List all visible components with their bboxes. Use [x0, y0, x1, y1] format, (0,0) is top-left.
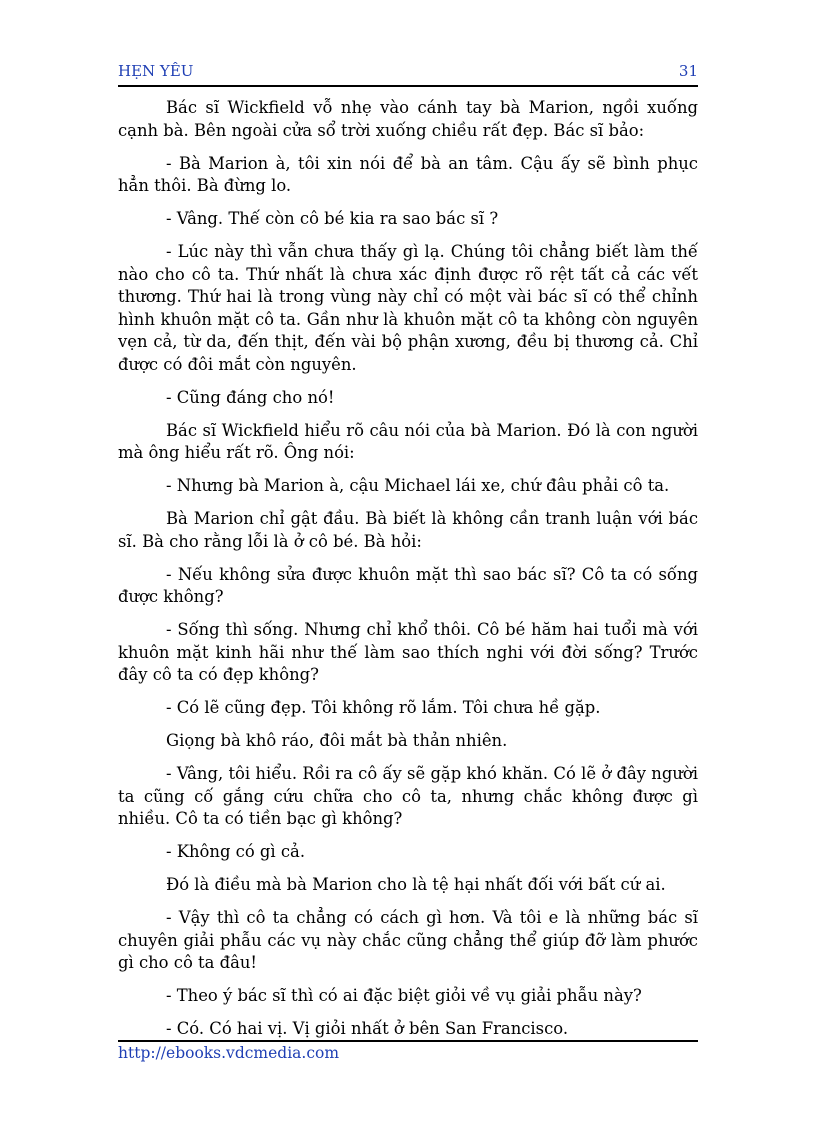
paragraph: - Vâng, tôi hiểu. Rồi ra cô ấy sẽ gặp khó khăn. Có lẽ ở đây người ta cũng cố gắng cứu chữa cho cô ta, nhưng chắc không được gì nhiều. Cô ta có tiền bạc gì không?	[118, 764, 698, 828]
paragraph: - Nếu không sửa được khuôn mặt thì sao bác sĩ? Cô ta có sống được không?	[118, 564, 698, 606]
paragraph: - Vâng. Thế còn cô bé kia ra sao bác sĩ ?	[166, 209, 499, 228]
paragraph: - Không có gì cả.	[166, 842, 306, 861]
paragraph: - Vậy thì cô ta chẳng có cách gì hơn. Và tôi e là những bác sĩ chuyên giải phẫu các vụ này chắc cũng chẳng thể giúp đỡ làm phước gì cho cô ta đâu!	[118, 908, 698, 972]
footer-url-link[interactable]: http://ebooks.vdcmedia.com	[118, 1044, 340, 1062]
paragraph: - Theo ý bác sĩ thì có ai đặc biệt giỏi về vụ giải phẫu này?	[166, 986, 642, 1005]
paragraph: - Bà Marion à, tôi xin nói để bà an tâm. Cậu ấy sẽ bình phục hẳn thôi. Bà đừng lo.	[118, 153, 698, 195]
page-number: 31	[678, 62, 698, 80]
paragraph: Bác sĩ Wickfield vỗ nhẹ vào cánh tay bà Marion, ngồi xuống cạnh bà. Bên ngoài cửa sổ trời xuống chiều rất đẹp. Bác sĩ bảo:	[118, 98, 698, 140]
paragraph: - Sống thì sống. Nhưng chỉ khổ thôi. Cô bé hăm hai tuổi mà với khuôn mặt kinh hãi như thế làm sao thích nghi với đời sống? Trước đây cô ta có đẹp không?	[118, 620, 698, 684]
paragraph: Đó là điều mà bà Marion cho là tệ hại nhất đối với bất cứ ai.	[166, 875, 666, 894]
paragraph: - Có lẽ cũng đẹp. Tôi không rõ lắm. Tôi chưa hề gặp.	[166, 698, 601, 717]
footer-divider	[118, 1040, 698, 1042]
header-divider	[118, 85, 698, 87]
paragraph: Bà Marion chỉ gật đầu. Bà biết là không cần tranh luận với bác sĩ. Bà cho rằng lỗi là ở cô bé. Bà hỏi:	[118, 509, 698, 551]
paragraph: - Lúc này thì vẫn chưa thấy gì lạ. Chúng tôi chẳng biết làm thế nào cho cô ta. Thứ nhất là chưa xác định được rõ rệt tất cả các vết thương. Thứ hai là trong vùng này chỉ có một vài bác sĩ có thể chỉnh hình khuôn mặt cô ta. Gần như là khuôn mặt cô ta không còn nguyên vẹn cả, từ da, đến thịt, đến vài bộ phận xương, đều bị thương cả. Chỉ được có đôi mắt còn nguyên.	[118, 242, 698, 374]
paragraph: - Có. Có hai vị. Vị giỏi nhất ở bên San Francisco.	[166, 1019, 569, 1038]
paragraph: Bác sĩ Wickfield hiểu rõ câu nói của bà Marion. Đó là con người mà ông hiểu rất rõ. Ông nói:	[118, 420, 698, 462]
paragraph: Giọng bà khô ráo, đôi mắt bà thản nhiên.	[166, 731, 508, 750]
body-text	[118, 97, 698, 1051]
page-header	[118, 62, 698, 84]
book-title: HẸN YÊU	[118, 62, 194, 80]
paragraph: - Nhưng bà Marion à, cậu Michael lái xe, chứ đâu phải cô ta.	[166, 476, 670, 495]
paragraph: - Cũng đáng cho nó!	[166, 387, 335, 407]
